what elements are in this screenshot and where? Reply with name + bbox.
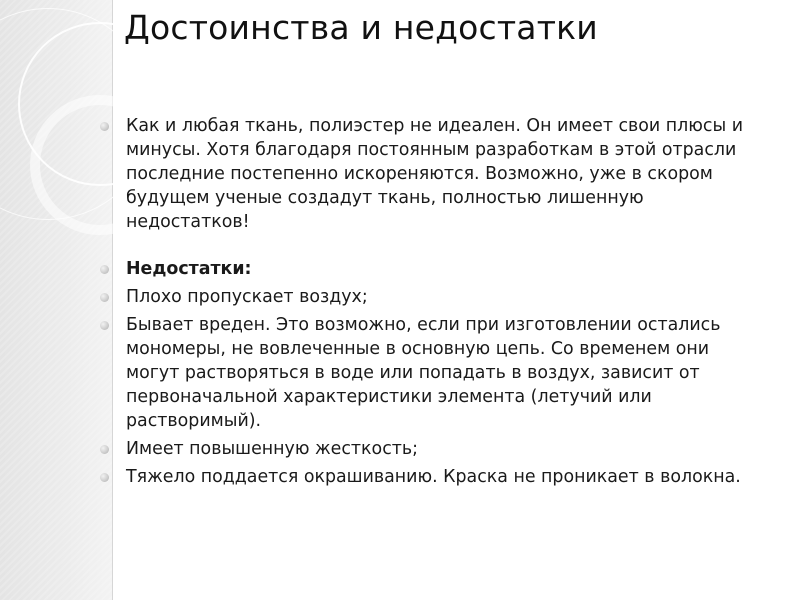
disadvantages-heading-text: Недостатки: (126, 259, 252, 279)
bullet-dot-icon (100, 293, 109, 302)
list-item (96, 465, 756, 489)
bullet-dot-icon (100, 122, 109, 131)
intro-paragraph (96, 114, 756, 234)
page-title: Достоинства и недостатки (124, 8, 598, 47)
list-item-text: Имеет повышенную жесткость; (126, 439, 418, 459)
list-item (96, 285, 756, 309)
slide-content (96, 114, 756, 489)
bullet-dot-icon (100, 445, 109, 454)
list-item (96, 437, 756, 461)
bullet-dot-icon (100, 473, 109, 482)
list-item-text: Тяжело поддается окрашиванию. Краска не проникает в волокна. (126, 467, 741, 487)
bullet-dot-icon (100, 265, 109, 274)
disadvantages-heading (96, 257, 756, 281)
list-item-text: Плохо пропускает воздух; (126, 287, 368, 307)
bullet-dot-icon (100, 321, 109, 330)
list-item-text: Бывает вреден. Это возможно, если при изготовлении остались мономеры, не вовлеченные в основную цепь. Со временем они могут растворяться в воде или попадать в воздух, зависит от первоначальной характеристики элемента (летучий или растворимый). (126, 315, 721, 431)
intro-text: Как и любая ткань, полиэстер не идеален. Он имеет свои плюсы и минусы. Хотя благодаря постоянным разработкам в этой отрасли последние постепенно искореняются. Возможно, уже в скором будущем ученые создадут ткань, полностью лишенную недостатков! (126, 116, 744, 232)
list-item (96, 313, 756, 433)
